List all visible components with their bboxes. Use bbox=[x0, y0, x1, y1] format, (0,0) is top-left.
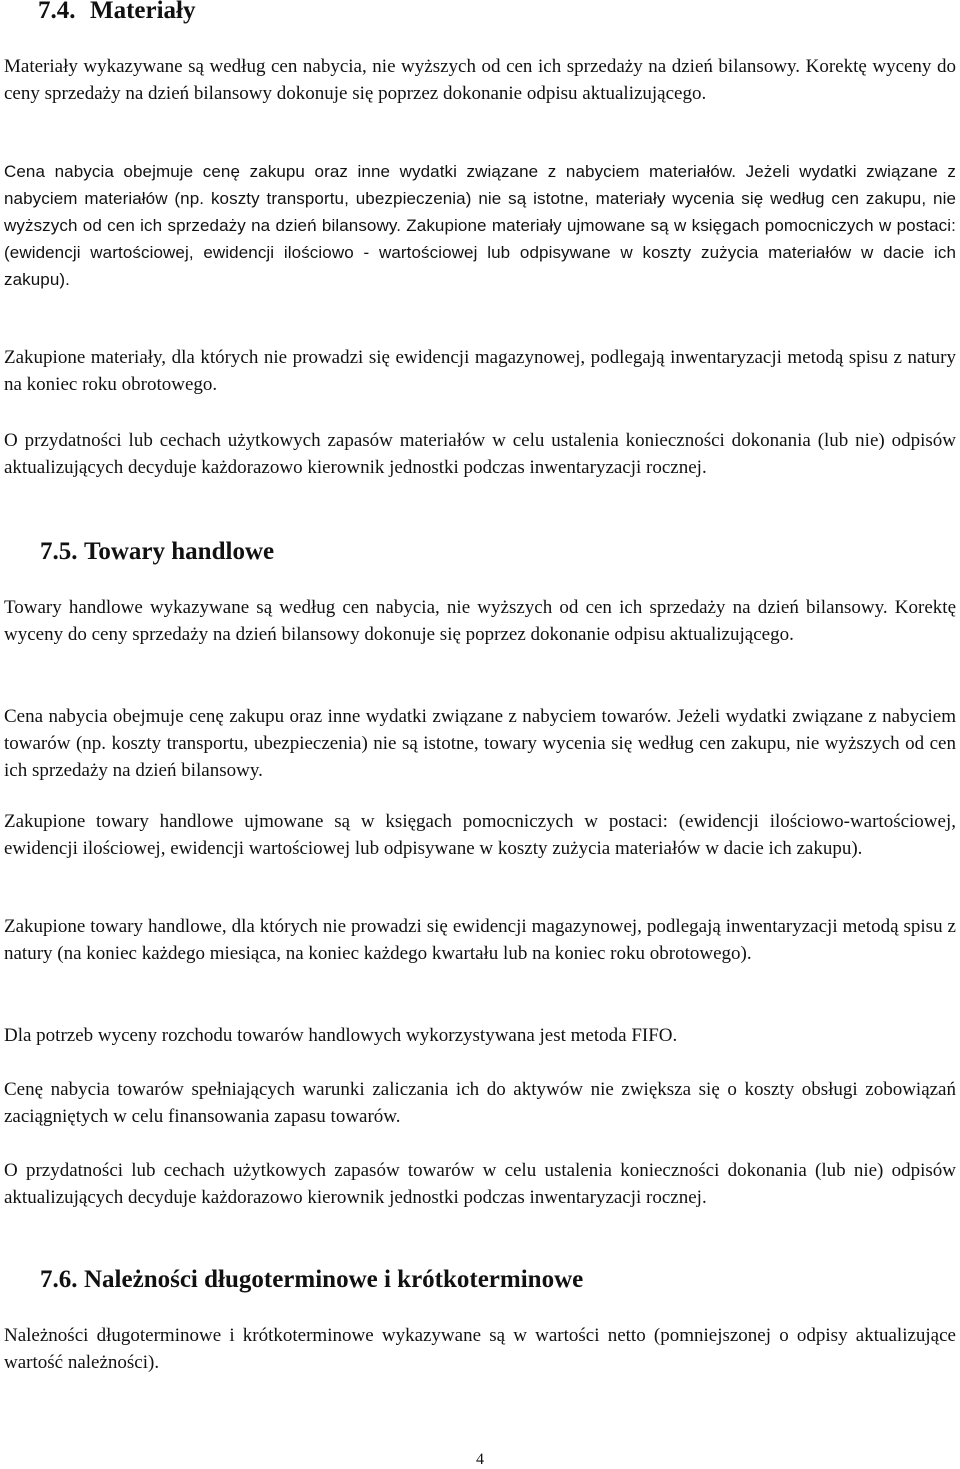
section-title: Towary handlowe bbox=[84, 538, 275, 565]
section-heading-7-4 bbox=[38, 0, 196, 25]
paragraph: Towary handlowe wykazywane są według cen nabycia, nie wyższych od cen ich sprzedaży na dzień bilansowy. Korektę wyceny do ceny sprzedaży na dzień bilansowy dokonuje się poprzez dokonanie odpisu aktualizującego. bbox=[4, 597, 956, 645]
section-title: Materiały bbox=[90, 0, 196, 24]
paragraph: Dla potrzeb wyceny rozchodu towarów handlowych wykorzystywana jest metoda FIFO. bbox=[4, 1025, 678, 1046]
section-number: 7.6. bbox=[40, 1266, 78, 1293]
paragraph: Należności długoterminowe i krótkoterminowe wykazywane są w wartości netto (pomniejszonej o odpisy aktualizujące wartość należności). bbox=[4, 1325, 956, 1373]
paragraph: O przydatności lub cechach użytkowych zapasów towarów w celu ustalenia konieczności dokonania (lub nie) odpisów aktualizujących decyduje każdorazowo kierownik jednostki podczas inwentaryzacji rocznej. bbox=[4, 1160, 956, 1208]
section-heading-7-5 bbox=[40, 538, 274, 566]
page-number: 4 bbox=[476, 1451, 484, 1468]
paragraph: Zakupione towary handlowe, dla których nie prowadzi się ewidencji magazynowej, podlegają inwentaryzacji metodą spisu z natury (na koniec każdego miesiąca, na koniec każdego kwartału lub na koniec roku obrotowego). bbox=[4, 916, 956, 964]
paragraph: Materiały wykazywane są według cen nabycia, nie wyższych od cen ich sprzedaży na dzień bilansowy. Korektę wyceny do ceny sprzedaży na dzień bilansowy dokonuje się poprzez dokonanie odpisu aktualizującego. bbox=[4, 56, 956, 104]
paragraph: O przydatności lub cechach użytkowych zapasów materiałów w celu ustalenia konieczności dokonania (lub nie) odpisów aktualizujących decyduje każdorazowo kierownik jednostki podczas inwentaryzacji rocznej. bbox=[4, 430, 956, 478]
section-number: 7.5. bbox=[40, 538, 78, 565]
paragraph: Cena nabycia obejmuje cenę zakupu oraz inne wydatki związane z nabyciem towarów. Jeżeli wydatki związane z nabyciem towarów (np. koszty transportu, ubezpieczenia) nie są istotne, towary wycenia się według cen zakupu, nie wyższych od cen ich sprzedaży na dzień bilansowy. bbox=[4, 706, 956, 781]
section-heading-7-6 bbox=[40, 1266, 583, 1294]
section-title: Należności długoterminowe i krótkoterminowe bbox=[84, 1266, 584, 1293]
paragraph: Cenę nabycia towarów spełniających warunki zaliczania ich do aktywów nie zwiększa się o koszty obsługi zobowiązań zaciągniętych w celu finansowania zapasu towarów. bbox=[4, 1079, 956, 1127]
section-number: 7.4. bbox=[38, 0, 76, 24]
paragraph: Zakupione materiały, dla których nie prowadzi się ewidencji magazynowej, podlegają inwentaryzacji metodą spisu z natury na koniec roku obrotowego. bbox=[4, 347, 956, 395]
paragraph: Cena nabycia obejmuje cenę zakupu oraz inne wydatki związane z nabyciem materiałów. Jeżeli wydatki związane z nabyciem materiałów (np. koszty transportu, ubezpieczenia) nie są istotne, materiały wycenia się według cen zakupu, nie wyższych od cen ich sprzedaży na dzień bilansowy. Zakupione materiały ujmowane są w księgach pomocniczych w postaci: (ewidencji wartościowej, ewidencji ilościowo - wartościowej lub odpisywane w koszty zużycia materiałów w dacie ich zakupu). bbox=[4, 162, 956, 289]
paragraph: Zakupione towary handlowe ujmowane są w księgach pomocniczych w postaci: (ewidencji ilościowo-wartościowej, ewidencji ilościowej, ewidencji wartościowej lub odpisywane w koszty zużycia materiałów w dacie ich zakupu). bbox=[4, 811, 956, 859]
